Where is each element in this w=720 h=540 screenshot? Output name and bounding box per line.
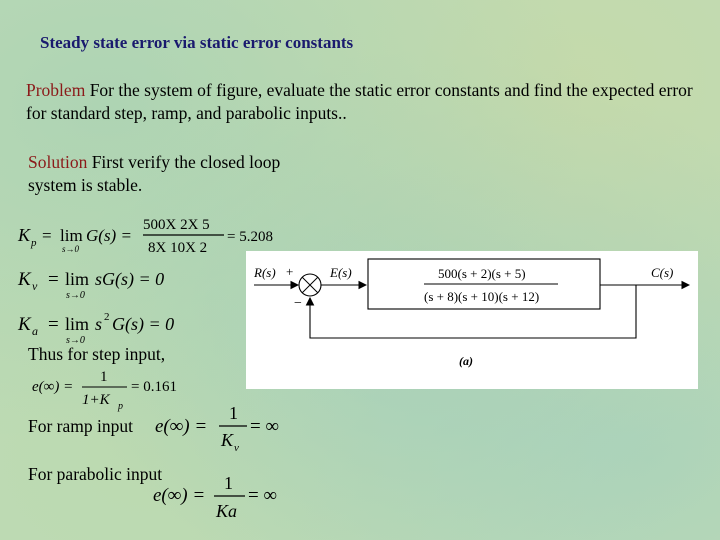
ramp-den-sub: v [234, 442, 239, 454]
input-label: R(s) [254, 265, 276, 280]
step-lhs: e(∞) = [32, 379, 74, 395]
svg-text:=: = [48, 269, 59, 290]
ka-func: s [95, 314, 103, 334]
kv-lim-sub: s→0 [66, 290, 85, 301]
ka-func-sup: 2 [104, 311, 110, 323]
ramp-error-equation [155, 403, 279, 454]
block-diagram-figure [246, 251, 698, 389]
kp-lim: lim [60, 226, 83, 245]
ramp-lhs: e(∞) = [155, 416, 208, 437]
ka-func2: G(s) = 0 [112, 314, 175, 334]
summing-junction [299, 274, 321, 296]
kv-lhs-sub: v [32, 279, 38, 293]
parabolic-num: 1 [224, 473, 233, 493]
ramp-input-text: For ramp input [28, 416, 133, 436]
figure-caption: (a) [459, 354, 473, 368]
kv-func: sG(s) = 0 [95, 269, 165, 289]
kp-func: G(s) = [86, 226, 132, 245]
parabolic-den: Ka [216, 501, 238, 521]
kp-lhs-sub: p [31, 237, 37, 249]
ka-equation [17, 311, 174, 346]
plus-sign: + [286, 264, 294, 279]
solution-text: First verify the closed loop system is stable. [28, 152, 281, 195]
parabolic-error-equation [153, 473, 277, 521]
tf-denominator: (s + 8)(s + 10)(s + 12) [424, 289, 540, 304]
problem-label: Problem [26, 80, 86, 100]
svg-text:=: = [48, 314, 59, 335]
ka-lhs: K [18, 314, 31, 335]
parabolic-result: = ∞ [248, 485, 278, 506]
step-error-equation [32, 369, 177, 412]
ka-lim: lim [65, 314, 90, 334]
step-num: 1 [100, 369, 108, 385]
block-diagram [246, 251, 698, 389]
step-input-text: Thus for step input, [28, 344, 166, 364]
step-den-sub: p [118, 401, 123, 412]
kp-result: = 5.208 [227, 229, 273, 245]
ramp-num: 1 [229, 403, 238, 423]
solution-label: Solution [28, 152, 88, 172]
ramp-result: = ∞ [250, 416, 280, 437]
slide-title: Steady state error via static error constants [40, 33, 354, 52]
ka-lim-sub: s→0 [66, 335, 85, 346]
kv-lhs: K [18, 269, 31, 290]
tf-numerator: 500(s + 2)(s + 5) [438, 266, 526, 281]
problem-text: For the system of figure, evaluate the static error constants and find the expected error for standard step, ramp, and parabolic inputs.. [26, 80, 693, 123]
ramp-den: K [221, 430, 234, 450]
kp-den: 8X 10X 2 [148, 240, 208, 256]
svg-text:=: = [42, 226, 52, 245]
kp-lhs: K [18, 225, 31, 245]
step-result: = 0.161 [131, 379, 177, 395]
output-label: C(s) [651, 265, 674, 280]
parabolic-input-text: For parabolic input [28, 464, 163, 484]
minus-sign: − [294, 296, 302, 311]
kv-equation [17, 269, 164, 301]
step-den: 1+K [82, 392, 110, 408]
error-label: E(s) [330, 265, 352, 280]
ka-lhs-sub: a [32, 324, 38, 338]
kp-equation [17, 217, 273, 256]
parabolic-lhs: e(∞) = [153, 485, 206, 506]
kv-lim: lim [65, 269, 90, 289]
kp-num: 500X 2X 5 [143, 217, 210, 233]
kp-lim-sub: s→0 [62, 244, 80, 254]
